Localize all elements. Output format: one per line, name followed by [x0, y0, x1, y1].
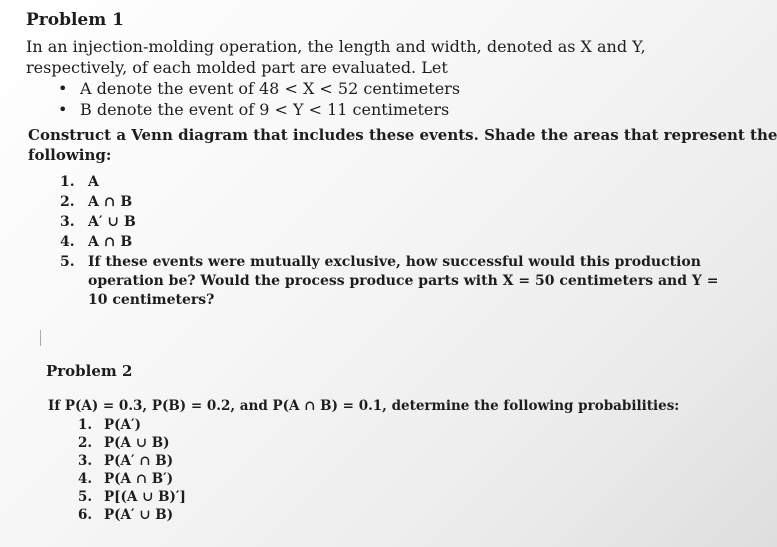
cursor-mark	[40, 330, 41, 346]
bullet-event-b	[58, 100, 449, 119]
bullet-event-a	[58, 79, 460, 98]
problem2-item-4: 4. P(A ∩ B′)	[78, 471, 174, 487]
bullet-text-a: A denote the event of 48 < X < 52 centimeters	[80, 79, 461, 98]
problem2-intro: If P(A) = 0.3, P(B) = 0.2, and P(A ∩ B) = 0.1, determine the following probabilities:	[48, 398, 680, 414]
problem2-item-2: 2. P(A ∪ B)	[78, 435, 170, 451]
problem1-intro-line1: In an injection-molding operation, the length and width, denoted as X and Y,	[26, 37, 646, 56]
problem2-title: Problem 2	[46, 362, 133, 380]
problem1-item-5-line3: 10 centimeters?	[88, 292, 215, 308]
construct-line2: following:	[28, 146, 112, 164]
problem2-item-1: 1. P(A′)	[78, 417, 141, 433]
problem1-item-3: 3. A′ ∪ B	[60, 214, 136, 230]
problem2-item-5: 5. P[(A ∪ B)′]	[78, 489, 186, 505]
bullet-glyph: •	[58, 100, 68, 119]
problem1-title: Problem 1	[26, 10, 124, 30]
problem1-intro-line2: respectively, of each molded part are evaluated. Let	[26, 58, 448, 77]
problem2-item-3: 3. P(A′ ∩ B)	[78, 453, 174, 469]
bullet-text-b: B denote the event of 9 < Y < 11 centimeters	[80, 100, 450, 119]
problem1-item-5: 5. If these events were mutually exclusive, how successful would this production	[60, 254, 701, 270]
problem1-item-1: 1. A	[60, 174, 99, 190]
problem1-item-2: 2. A ∩ B	[60, 194, 133, 210]
construct-line1: Construct a Venn diagram that includes these events. Shade the areas that represent the	[28, 126, 777, 144]
bullet-glyph: •	[58, 79, 68, 98]
problem2-item-6: 6. P(A′ ∪ B)	[78, 507, 174, 523]
problem1-item-4: 4. A ∩ B	[60, 234, 133, 250]
problem1-item-5-line2: operation be? Would the process produce parts with X = 50 centimeters and Y =	[88, 273, 719, 289]
